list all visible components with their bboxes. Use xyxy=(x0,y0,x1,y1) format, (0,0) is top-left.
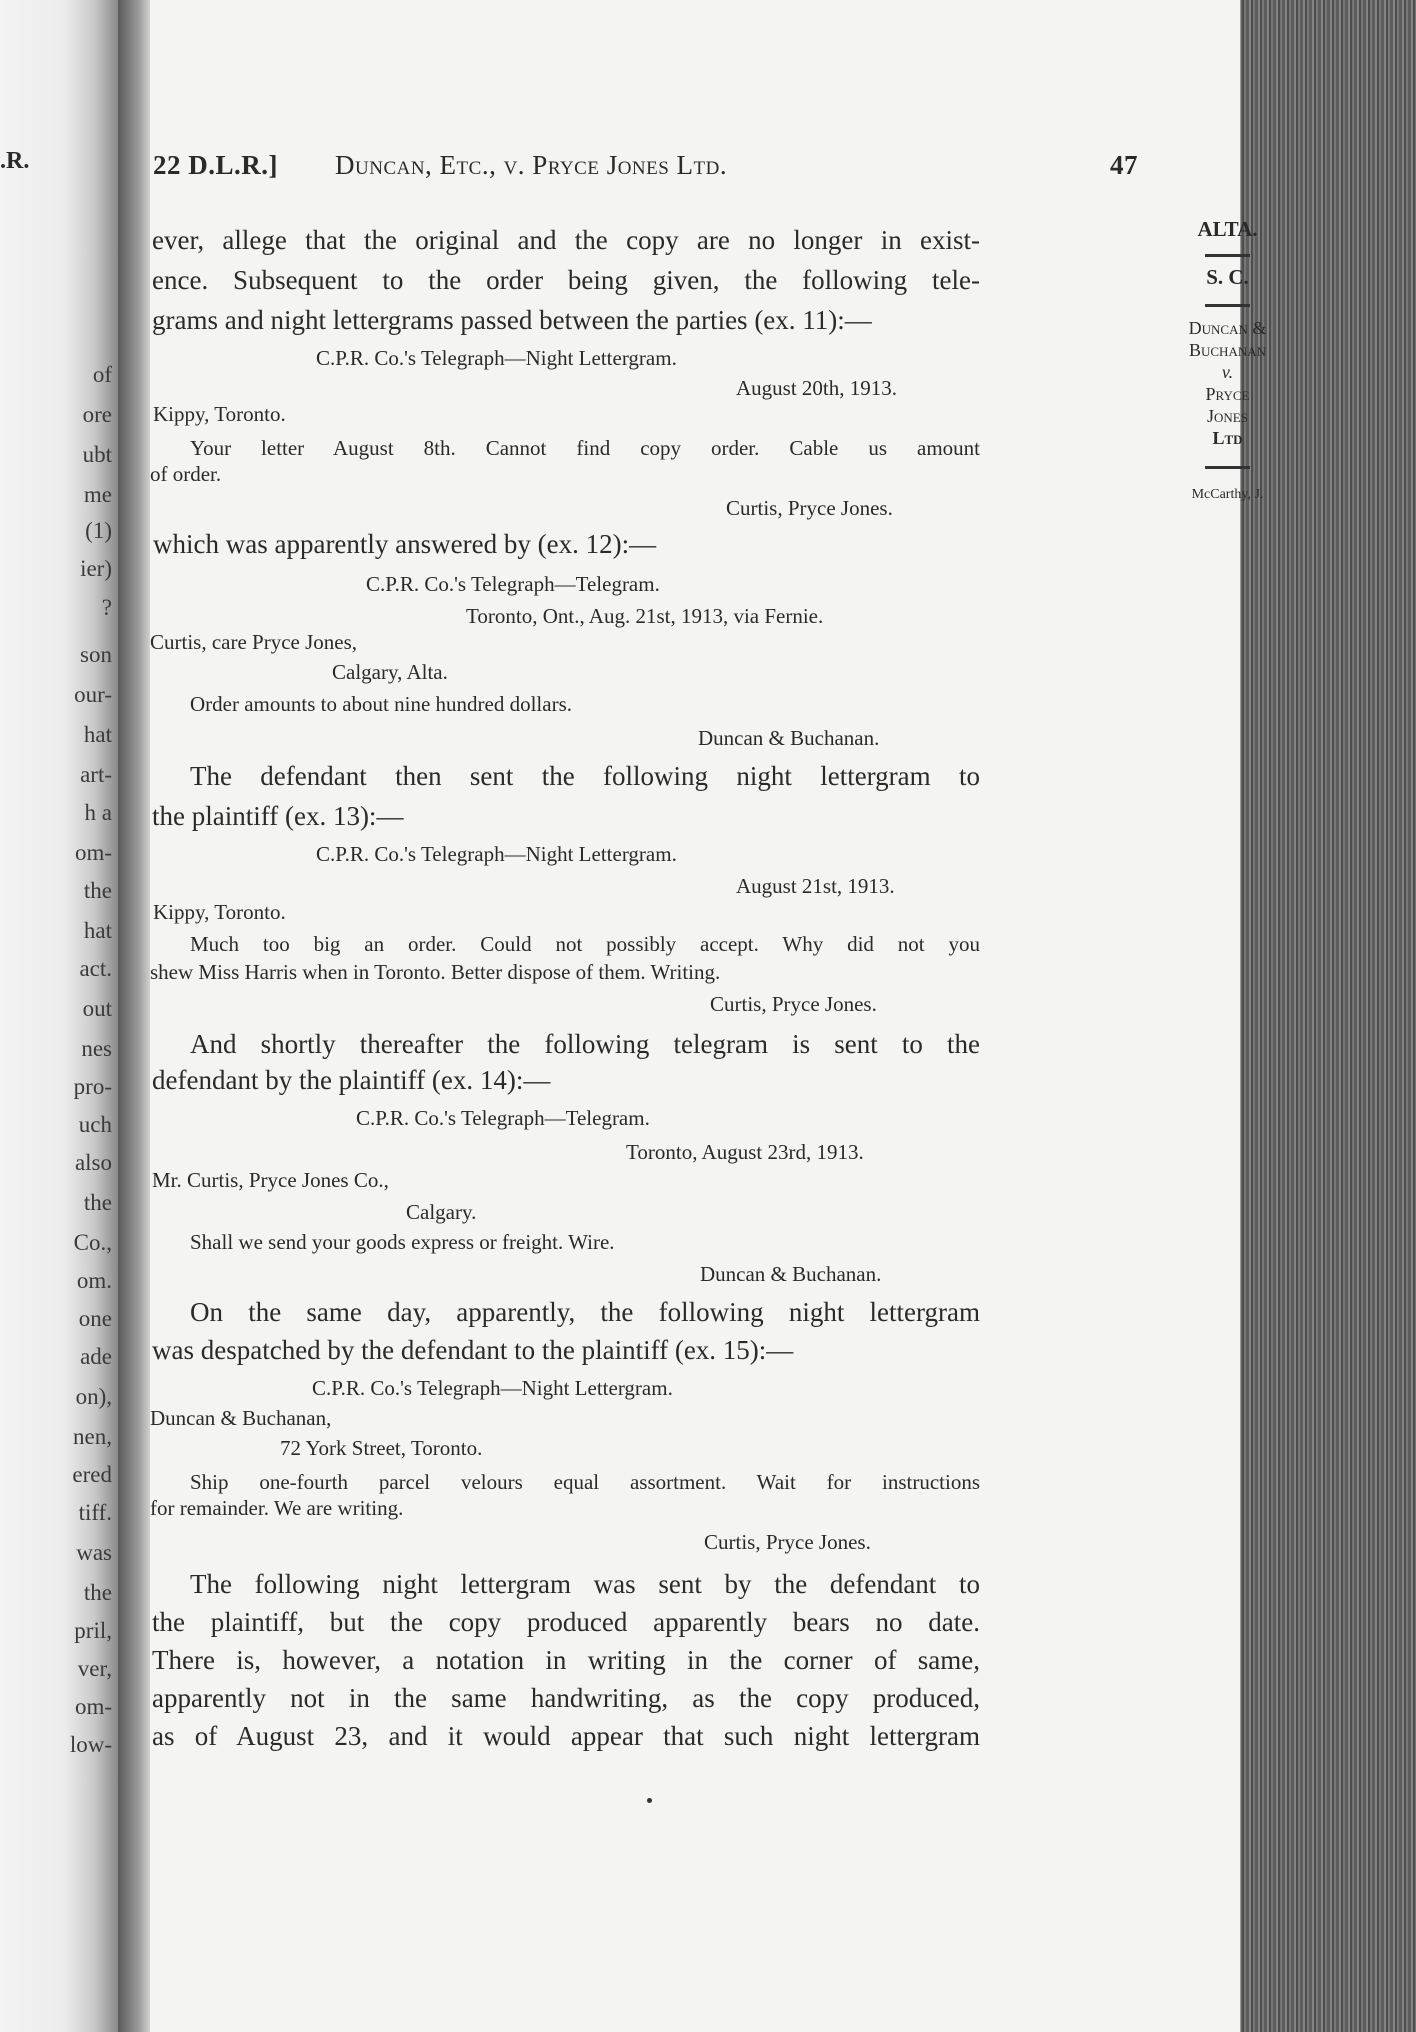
body-line: was despatched by the defendant to the plaintiff (ex. 15):— xyxy=(152,1335,794,1365)
left-page-fragment: our- xyxy=(74,682,112,707)
body-line: grams and night lettergrams passed between the parties (ex. 11):— xyxy=(152,305,872,335)
left-page-fragment: pril, xyxy=(74,1618,112,1643)
telegram-addressee: Kippy, Toronto. xyxy=(153,900,286,924)
telegram-address: 72 York Street, Toronto. xyxy=(280,1436,483,1460)
left-page-fragment: (1) xyxy=(85,518,112,543)
telegram-date: Toronto, Ont., Aug. 21st, 1913, via Fernie. xyxy=(466,604,824,628)
sidebar-party: Buchanan xyxy=(1188,340,1266,360)
sidebar-divider xyxy=(1205,466,1250,469)
sidebar-judge: McCarthy, J. xyxy=(1191,487,1264,502)
body-line: ever, allege that the original and the copy are no longer in exist- xyxy=(152,225,980,255)
telegram-addressee: Kippy, Toronto. xyxy=(153,402,286,426)
sidebar-versus: v. xyxy=(1221,362,1234,382)
left-page-fragment: nes xyxy=(81,1036,112,1061)
left-page-fragment: me xyxy=(83,482,112,507)
body-line: On the same day, apparently, the following night lettergram xyxy=(190,1297,980,1327)
body-line: There is, however, a notation in writing in the corner of same, xyxy=(152,1645,980,1675)
page-number: 47 xyxy=(1110,150,1138,180)
left-page-fragment: son xyxy=(80,642,112,667)
sidebar-divider xyxy=(1205,304,1250,307)
volume-reference: 22 D.L.R.] xyxy=(153,150,278,180)
telegram-message: Much too big an order. Could not possibly accept. Why did not you xyxy=(190,932,980,956)
telegram-signature: Duncan & Buchanan. xyxy=(700,1262,882,1286)
left-page-fragment: the xyxy=(83,878,112,903)
telegram-message: of order. xyxy=(150,462,222,486)
left-page-fragment: pro- xyxy=(73,1074,112,1099)
left-page-fragment: low- xyxy=(69,1732,112,1757)
telegram-addressee: Duncan & Buchanan, xyxy=(150,1406,332,1430)
left-page-fragment: was xyxy=(76,1540,112,1565)
body-line: the plaintiff (ex. 13):— xyxy=(152,801,404,831)
sidebar-province: ALTA. xyxy=(1197,217,1258,241)
sidebar-party: Pryce xyxy=(1205,384,1250,404)
telegram-message: Shall we send your goods express or freight. Wire. xyxy=(190,1230,615,1254)
body-line: And shortly thereafter the following telegram is sent to the xyxy=(190,1029,980,1059)
telegram-signature: Duncan & Buchanan. xyxy=(698,726,880,750)
left-page-fragment: ? xyxy=(101,595,112,620)
telegram-signature: Curtis, Pryce Jones. xyxy=(726,496,893,520)
telegram-heading: C.P.R. Co.'s Telegraph—Telegram. xyxy=(356,1106,650,1130)
sidebar-party: Jones xyxy=(1207,406,1248,426)
left-page-fragment: art- xyxy=(80,762,112,787)
left-page-fragment: tiff. xyxy=(78,1500,112,1525)
sidebar-party: Ltd xyxy=(1212,428,1243,448)
left-page-fragment: out xyxy=(82,996,112,1021)
left-page-fragment: the xyxy=(83,1190,112,1215)
left-page-fragment: uch xyxy=(78,1112,112,1137)
left-page-fragment: one xyxy=(78,1306,112,1331)
telegram-message: Your letter August 8th. Cannot find copy order. Cable us amount xyxy=(190,436,980,460)
book-page-edges xyxy=(1242,0,1416,2032)
telegram-address: Calgary. xyxy=(406,1200,477,1224)
left-page-fragment: on), xyxy=(75,1384,112,1409)
left-page-fragment: h a xyxy=(84,800,112,825)
left-page-fragment: ore xyxy=(82,402,112,427)
book-page xyxy=(150,0,1267,2032)
telegram-heading: C.P.R. Co.'s Telegraph—Night Lettergram. xyxy=(316,346,677,370)
left-page-fragment: of xyxy=(92,362,112,387)
body-line: which was apparently answered by (ex. 12):— xyxy=(153,529,657,559)
left-page-fragment: ered xyxy=(72,1462,112,1487)
telegram-date: August 21st, 1913. xyxy=(736,874,895,898)
left-page-fragment: ver, xyxy=(77,1656,112,1681)
left-page-fragment: also xyxy=(74,1150,112,1175)
left-page-fragment: ubt xyxy=(82,442,112,467)
left-page-fragment: om- xyxy=(74,840,112,865)
telegram-message: shew Miss Harris when in Toronto. Better dispose of them. Writing. xyxy=(150,960,721,984)
ink-speck xyxy=(647,1798,652,1803)
telegram-message: Order amounts to about nine hundred dollars. xyxy=(190,692,572,716)
body-line: ence. Subsequent to the order being given, the following tele- xyxy=(152,265,980,295)
telegram-signature: Curtis, Pryce Jones. xyxy=(710,992,877,1016)
body-line: the plaintiff, but the copy produced apparently bears no date. xyxy=(152,1607,980,1637)
left-page-fragment: om- xyxy=(74,1694,112,1719)
left-page-fragment: Co., xyxy=(73,1230,112,1255)
sidebar-court: S. C. xyxy=(1206,265,1249,289)
telegram-date: August 20th, 1913. xyxy=(736,376,898,400)
telegram-addressee: Mr. Curtis, Pryce Jones Co., xyxy=(152,1168,389,1192)
left-page-fragment: ade xyxy=(80,1344,112,1369)
sidebar-party: Duncan & xyxy=(1188,318,1267,338)
body-line: The defendant then sent the following night lettergram to xyxy=(190,761,980,791)
left-page-fragment: hat xyxy=(83,918,112,943)
left-page-fragment: act. xyxy=(79,956,112,981)
telegram-address: Calgary, Alta. xyxy=(332,660,448,684)
left-page-fragment: om. xyxy=(76,1268,112,1293)
running-head-case-title: Duncan, Etc., v. Pryce Jones Ltd. xyxy=(335,150,728,180)
telegram-heading: C.P.R. Co.'s Telegraph—Telegram. xyxy=(366,572,660,596)
body-line: apparently not in the same handwriting, as the copy produced, xyxy=(152,1683,980,1713)
left-facing-page xyxy=(0,0,118,2032)
left-page-fragment: ier) xyxy=(80,556,112,581)
telegram-addressee: Curtis, care Pryce Jones, xyxy=(150,630,358,654)
left-page-fragment: the xyxy=(83,1580,112,1605)
left-page-header: .R. xyxy=(0,148,30,174)
telegram-heading: C.P.R. Co.'s Telegraph—Night Lettergram. xyxy=(312,1376,673,1400)
body-line: The following night lettergram was sent by the defendant to xyxy=(190,1569,980,1599)
book-gutter xyxy=(118,0,152,2032)
telegram-heading: C.P.R. Co.'s Telegraph—Night Lettergram. xyxy=(316,842,677,866)
telegram-message: for remainder. We are writing. xyxy=(150,1496,404,1520)
left-page-fragment: nen, xyxy=(73,1424,112,1449)
telegram-signature: Curtis, Pryce Jones. xyxy=(704,1530,871,1554)
sidebar-divider xyxy=(1205,254,1250,257)
telegram-message: Ship one-fourth parcel velours equal assortment. Wait for instructions xyxy=(190,1470,980,1494)
body-line: as of August 23, and it would appear that such night lettergram xyxy=(152,1721,980,1751)
body-line: defendant by the plaintiff (ex. 14):— xyxy=(152,1065,551,1095)
telegram-date: Toronto, August 23rd, 1913. xyxy=(626,1140,864,1164)
left-page-fragment: hat xyxy=(83,722,112,747)
